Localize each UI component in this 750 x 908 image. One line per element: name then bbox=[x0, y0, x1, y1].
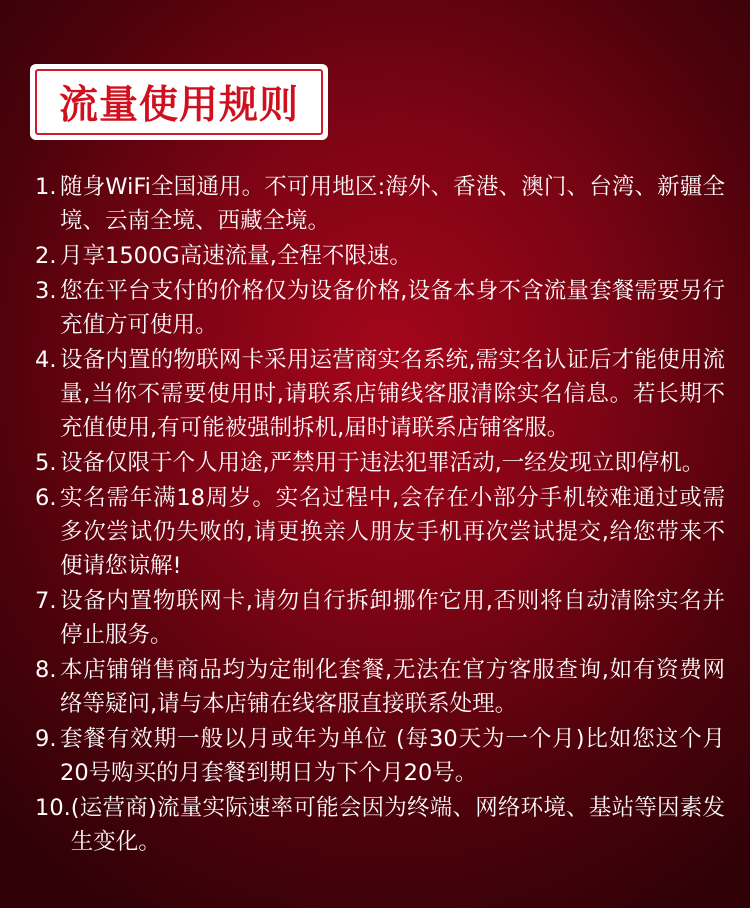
rule-number: 10. bbox=[35, 795, 71, 821]
rule-text: 随身WiFi全国通用。不可用地区:海外、香港、澳门、台湾、新疆全境、云南全境、西藏全境。 bbox=[60, 174, 725, 234]
rule-number: 4. bbox=[35, 347, 57, 373]
rule-item-6 bbox=[35, 481, 725, 583]
rule-number: 1. bbox=[35, 174, 57, 200]
rules-list bbox=[35, 170, 725, 860]
rule-text: 本店铺销售商品均为定制化套餐,无法在官方客服查询,如有资费网络等疑问,请与本店铺在线客服直接联系处理。 bbox=[60, 657, 725, 717]
rule-item-2 bbox=[35, 239, 725, 273]
title-frame bbox=[35, 69, 323, 135]
rule-item-7 bbox=[35, 584, 725, 652]
rule-number: 6. bbox=[35, 485, 57, 511]
rule-text: 设备内置物联网卡,请勿自行拆卸挪作它用,否则将自动清除实名并停止服务。 bbox=[60, 588, 725, 648]
rule-number: 5. bbox=[35, 450, 57, 476]
rule-text: 月享1500G高速流量,全程不限速。 bbox=[60, 243, 412, 269]
rule-text: 您在平台支付的价格仅为设备价格,设备本身不含流量套餐需要另行充值方可使用。 bbox=[60, 278, 725, 338]
rule-text: 设备内置的物联网卡采用运营商实名系统,需实名认证后才能使用流量,当你不需要使用时,请联系店铺线客服清除实名信息。若长期不充值使用,有可能被强制拆机,届时请联系店铺客服。 bbox=[60, 347, 725, 441]
rule-item-3 bbox=[35, 274, 725, 342]
rule-text: 实名需年满18周岁。实名过程中,会存在小部分手机较难通过或需多次尝试仍失败的,请更换亲人朋友手机再次尝试提交,给您带来不便请您谅解! bbox=[60, 485, 725, 579]
rule-item-8 bbox=[35, 653, 725, 721]
rule-text: 套餐有效期一般以月或年为单位 (每30天为一个月)比如您这个月20号购买的月套餐到期日为下个月20号。 bbox=[60, 726, 725, 786]
rule-text: (运营商)流量实际速率可能会因为终端、网络环境、基站等因素发生变化。 bbox=[70, 795, 725, 855]
rule-item-5 bbox=[35, 446, 725, 480]
rule-number: 8. bbox=[35, 657, 57, 683]
page-title: 流量使用规则 bbox=[58, 83, 299, 128]
rule-number: 9. bbox=[35, 726, 57, 752]
rule-number: 7. bbox=[35, 588, 57, 614]
rule-text: 设备仅限于个人用途,严禁用于违法犯罪活动,一经发现立即停机。 bbox=[60, 450, 705, 476]
rule-item-9 bbox=[35, 722, 725, 790]
rule-item-10 bbox=[35, 791, 725, 859]
rule-item-4 bbox=[35, 343, 725, 445]
title-badge bbox=[30, 64, 328, 140]
rule-number: 2. bbox=[35, 243, 57, 269]
rule-number: 3. bbox=[35, 278, 57, 304]
rule-item-1 bbox=[35, 170, 725, 238]
